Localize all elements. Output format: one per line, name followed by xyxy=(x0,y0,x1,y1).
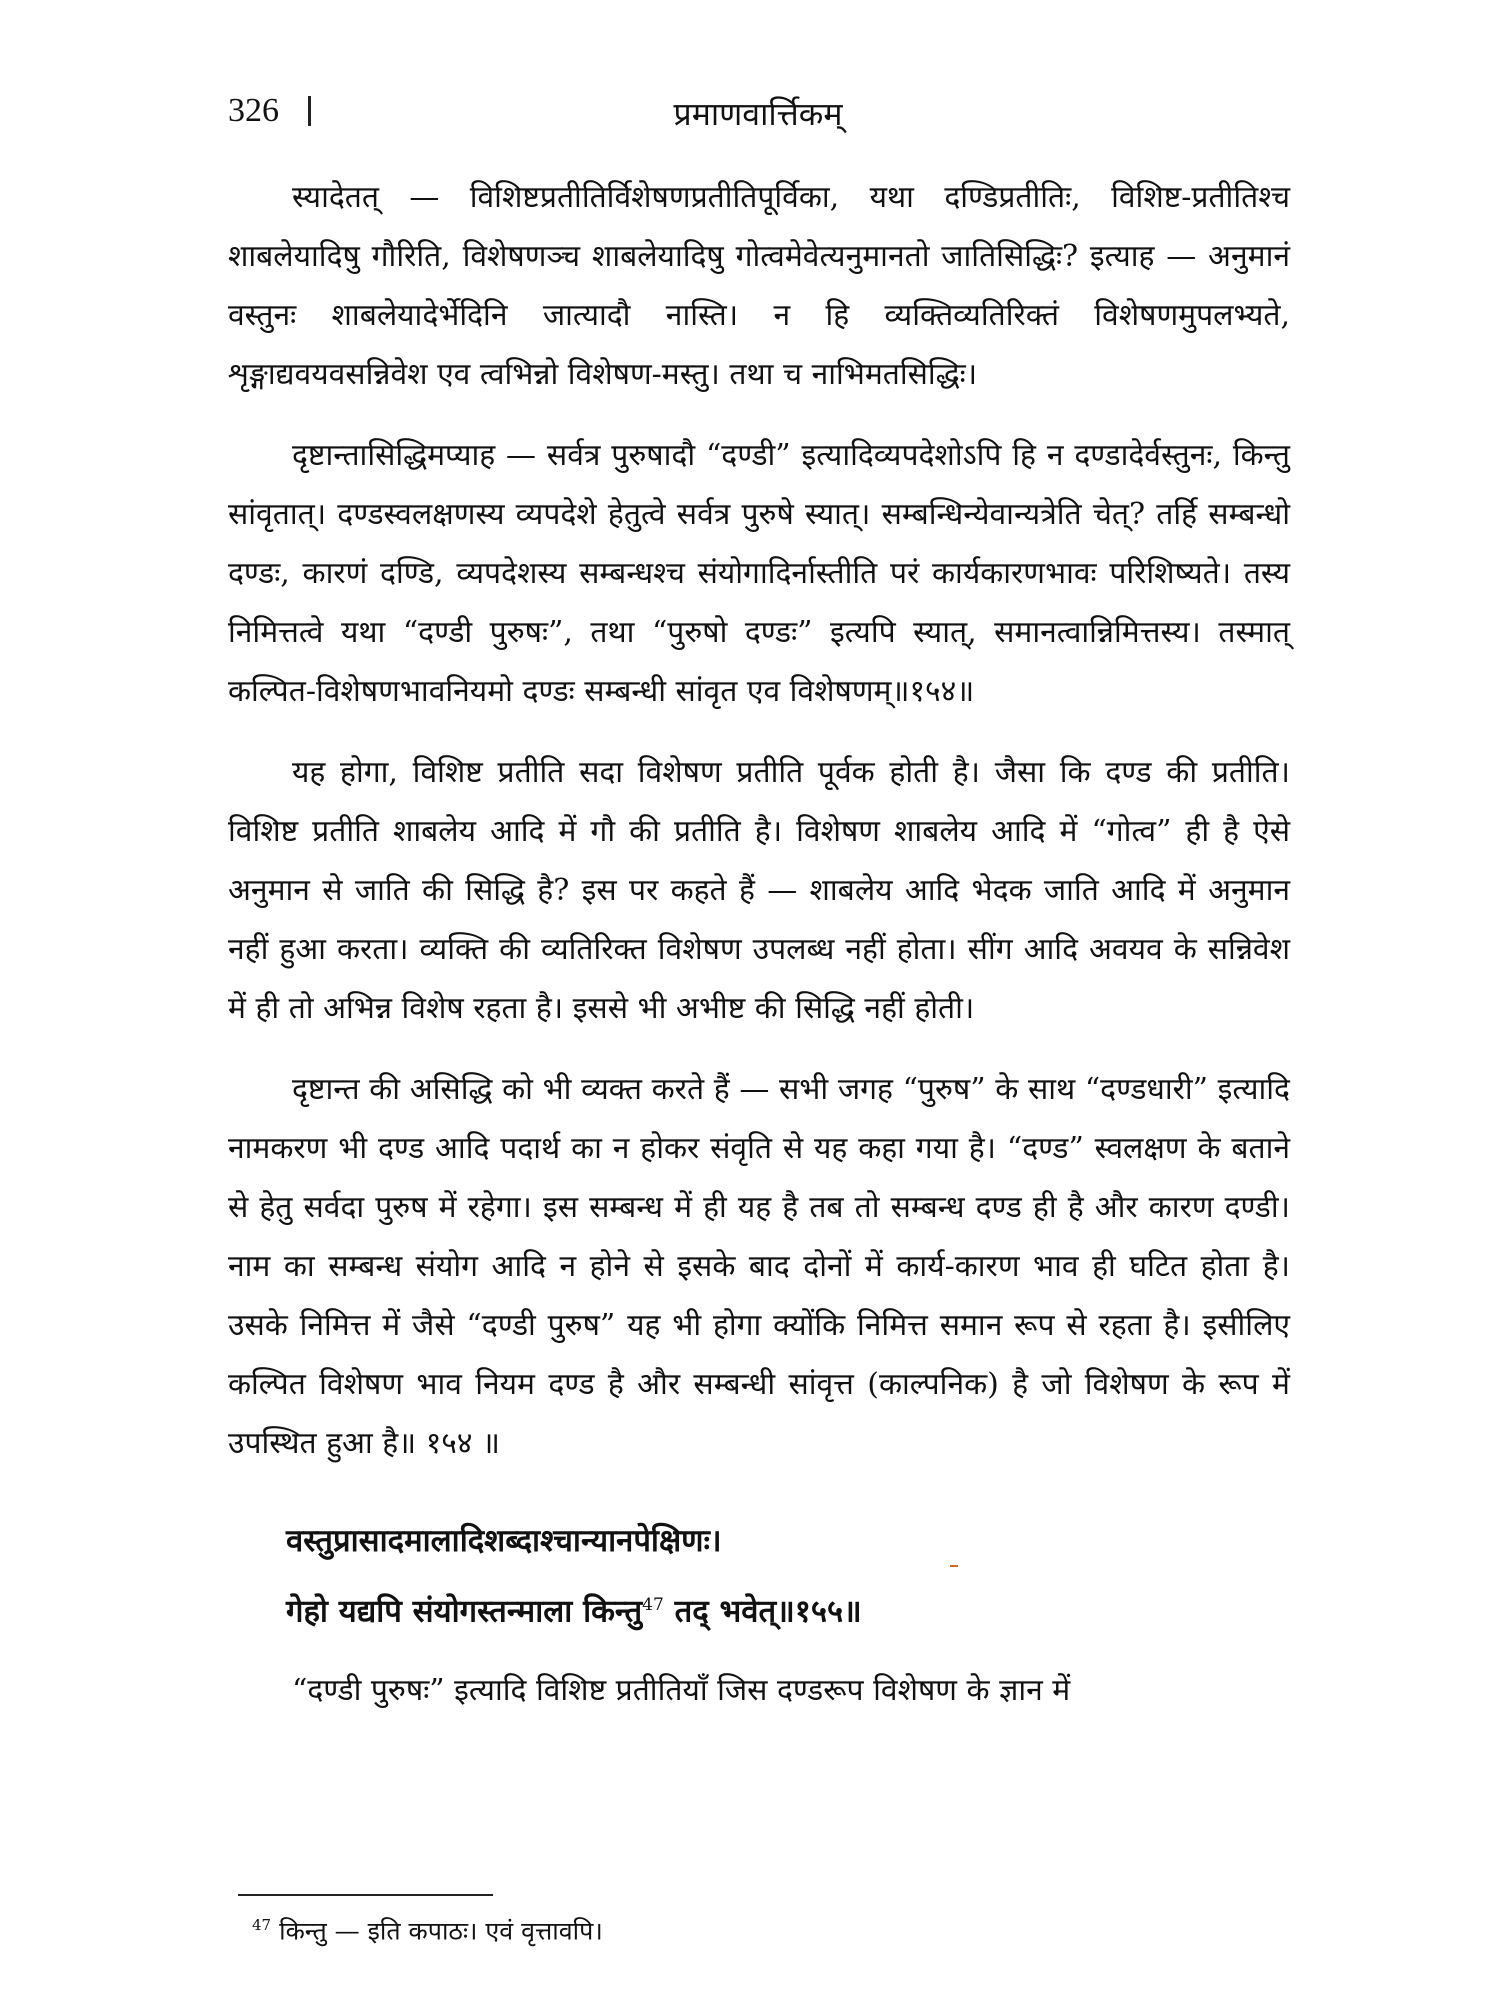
verse-line-2-end: तद् भवेत्॥१५५॥ xyxy=(663,1593,862,1630)
footnote-text: किन्तु — इति कपाठः। एवं वृत्तावपि। xyxy=(279,1916,603,1946)
page-header xyxy=(228,92,1288,152)
verse-155 xyxy=(228,1509,1290,1643)
main-text xyxy=(228,168,1290,1742)
verse-line-2-text: गेहो यद्यपि संयोगस्तन्माला किन्तु xyxy=(286,1593,643,1630)
paragraph-sanskrit-commentary-2: दृष्टान्तासिद्धिमप्याह — सर्वत्र पुरुषादौ “दण्डी” इत्यादिव्यपदेशोऽपि हि न दण्डादेर्वस्तुनः, किन्तु सांवृतात्। दण्डस्वलक्षणस्य व्यपदेशे हेतुत्वे सर्वत्र पुरुषे स्यात्। सम्बन्धिन्येवान्यत्रेति चेत्? तर्हि सम्बन्धो दण्डः, कारणं दण्डि, व्यपदेशस्य सम्बन्धश्च संयोगादिर्नास्तीति परं कार्यकारणभावः परिशिष्यते। तस्य निमित्तत्वे यथा “दण्डी पुरुषः”, तथा “पुरुषो दण्डः” इत्यपि स्यात्, समानत्वान्निमित्तस्य। तस्मात् कल्पित-विशेषणभावनियमो दण्डः सम्बन्धी सांवृत एव विशेषणम्॥१५४॥ xyxy=(228,438,1290,709)
verse-line-1: वस्तुप्रासादमालादिशब्दाश्चान्यानपेक्षिणः। xyxy=(286,1523,722,1559)
footnote-divider xyxy=(238,1894,493,1896)
verse-line-2 xyxy=(286,1573,1290,1643)
paragraph-hindi-translation-1: यह होगा, विशिष्ट प्रतीति सदा विशेषण प्रतीति पूर्वक होती है। जैसा कि दण्ड की प्रतीति। विशिष्ट प्रतीति शाबलेय आदि में गौ की प्रतीति है। विशेषण शाबलेय आदि में “गोत्व” ही है ऐसे अनुमान से जाति की सिद्धि है? इस पर कहते हैं — शाबलेय आदि भेदक जाति आदि में अनुमान नहीं हुआ करता। व्यक्ति की व्यतिरिक्त विशेषण उपलब्ध नहीं होता। सींग आदि अवयव के सन्निवेश में ही तो अभिन्न विशेष रहता है। इससे भी अभीष्ट की सिद्धि नहीं होती। xyxy=(228,755,1290,1026)
running-title: प्रमाणवार्त्तिकम् xyxy=(673,95,843,133)
paragraph-hindi-translation-2: दृष्टान्त की असिद्धि को भी व्यक्त करते हैं — सभी जगह “पुरुष” के साथ “दण्डधारी” इत्यादि नामकरण भी दण्ड आदि पदार्थ का न होकर संवृति से यह कहा गया है। “दण्ड” स्वलक्षण के बताने से हेतु सर्वदा पुरुष में रहेगा। इस सम्बन्ध में ही यह है तब तो सम्बन्ध दण्ड ही है और कारण दण्डी। नाम का सम्बन्ध संयोग आदि न होने से इसके बाद दोनों में कार्य-कारण भाव ही घटित होता है। उसके निमित्त में जैसे “दण्डी पुरुष” यह भी होगा क्योंकि निमित्त समान रूप से रहता है। इसीलिए कल्पित विशेषण भाव नियम दण्ड है और सम्बन्धी सांवृत्त (काल्पनिक) है जो विशेषण के रूप में उपस्थित हुआ है॥ १५४ ॥ xyxy=(228,1072,1290,1461)
footnote-mark: 47 xyxy=(252,1916,272,1934)
footnote xyxy=(252,1905,603,1951)
footnote-reference[interactable]: 47 xyxy=(642,1595,664,1615)
paragraph-sanskrit-commentary-1: स्यादेतत् — विशिष्टप्रतीतिर्विशेषणप्रतीतिपूर्विका, यथा दण्डिप्रतीतिः, विशिष्ट-प्रतीतिश्च शाबलेयादिषु गौरिति, विशेषणञ्च शाबलेयादिषु गोत्वमेवेत्यनुमानतो जातिसिद्धिः? इत्याह — अनुमानं वस्तुनः शाबलेयादेर्भेदिनि जात्यादौ नास्ति। न हि व्यक्तिव्यतिरिक्तं विशेषणमुपलभ्यते, शृङ्गाद्यवयवसन्निवेश एव त्वभिन्नो विशेषण-मस्तु। तथा च नाभिमतसिद्धिः। xyxy=(228,180,1290,392)
page-number: 326 xyxy=(228,92,279,129)
print-speck xyxy=(950,1565,958,1567)
paragraph-hindi-continuation: “दण्डी पुरुषः” इत्यादि विशिष्ट प्रतीतियाँ जिस दण्डरूप विशेषण के ज्ञान में xyxy=(292,1673,1071,1709)
